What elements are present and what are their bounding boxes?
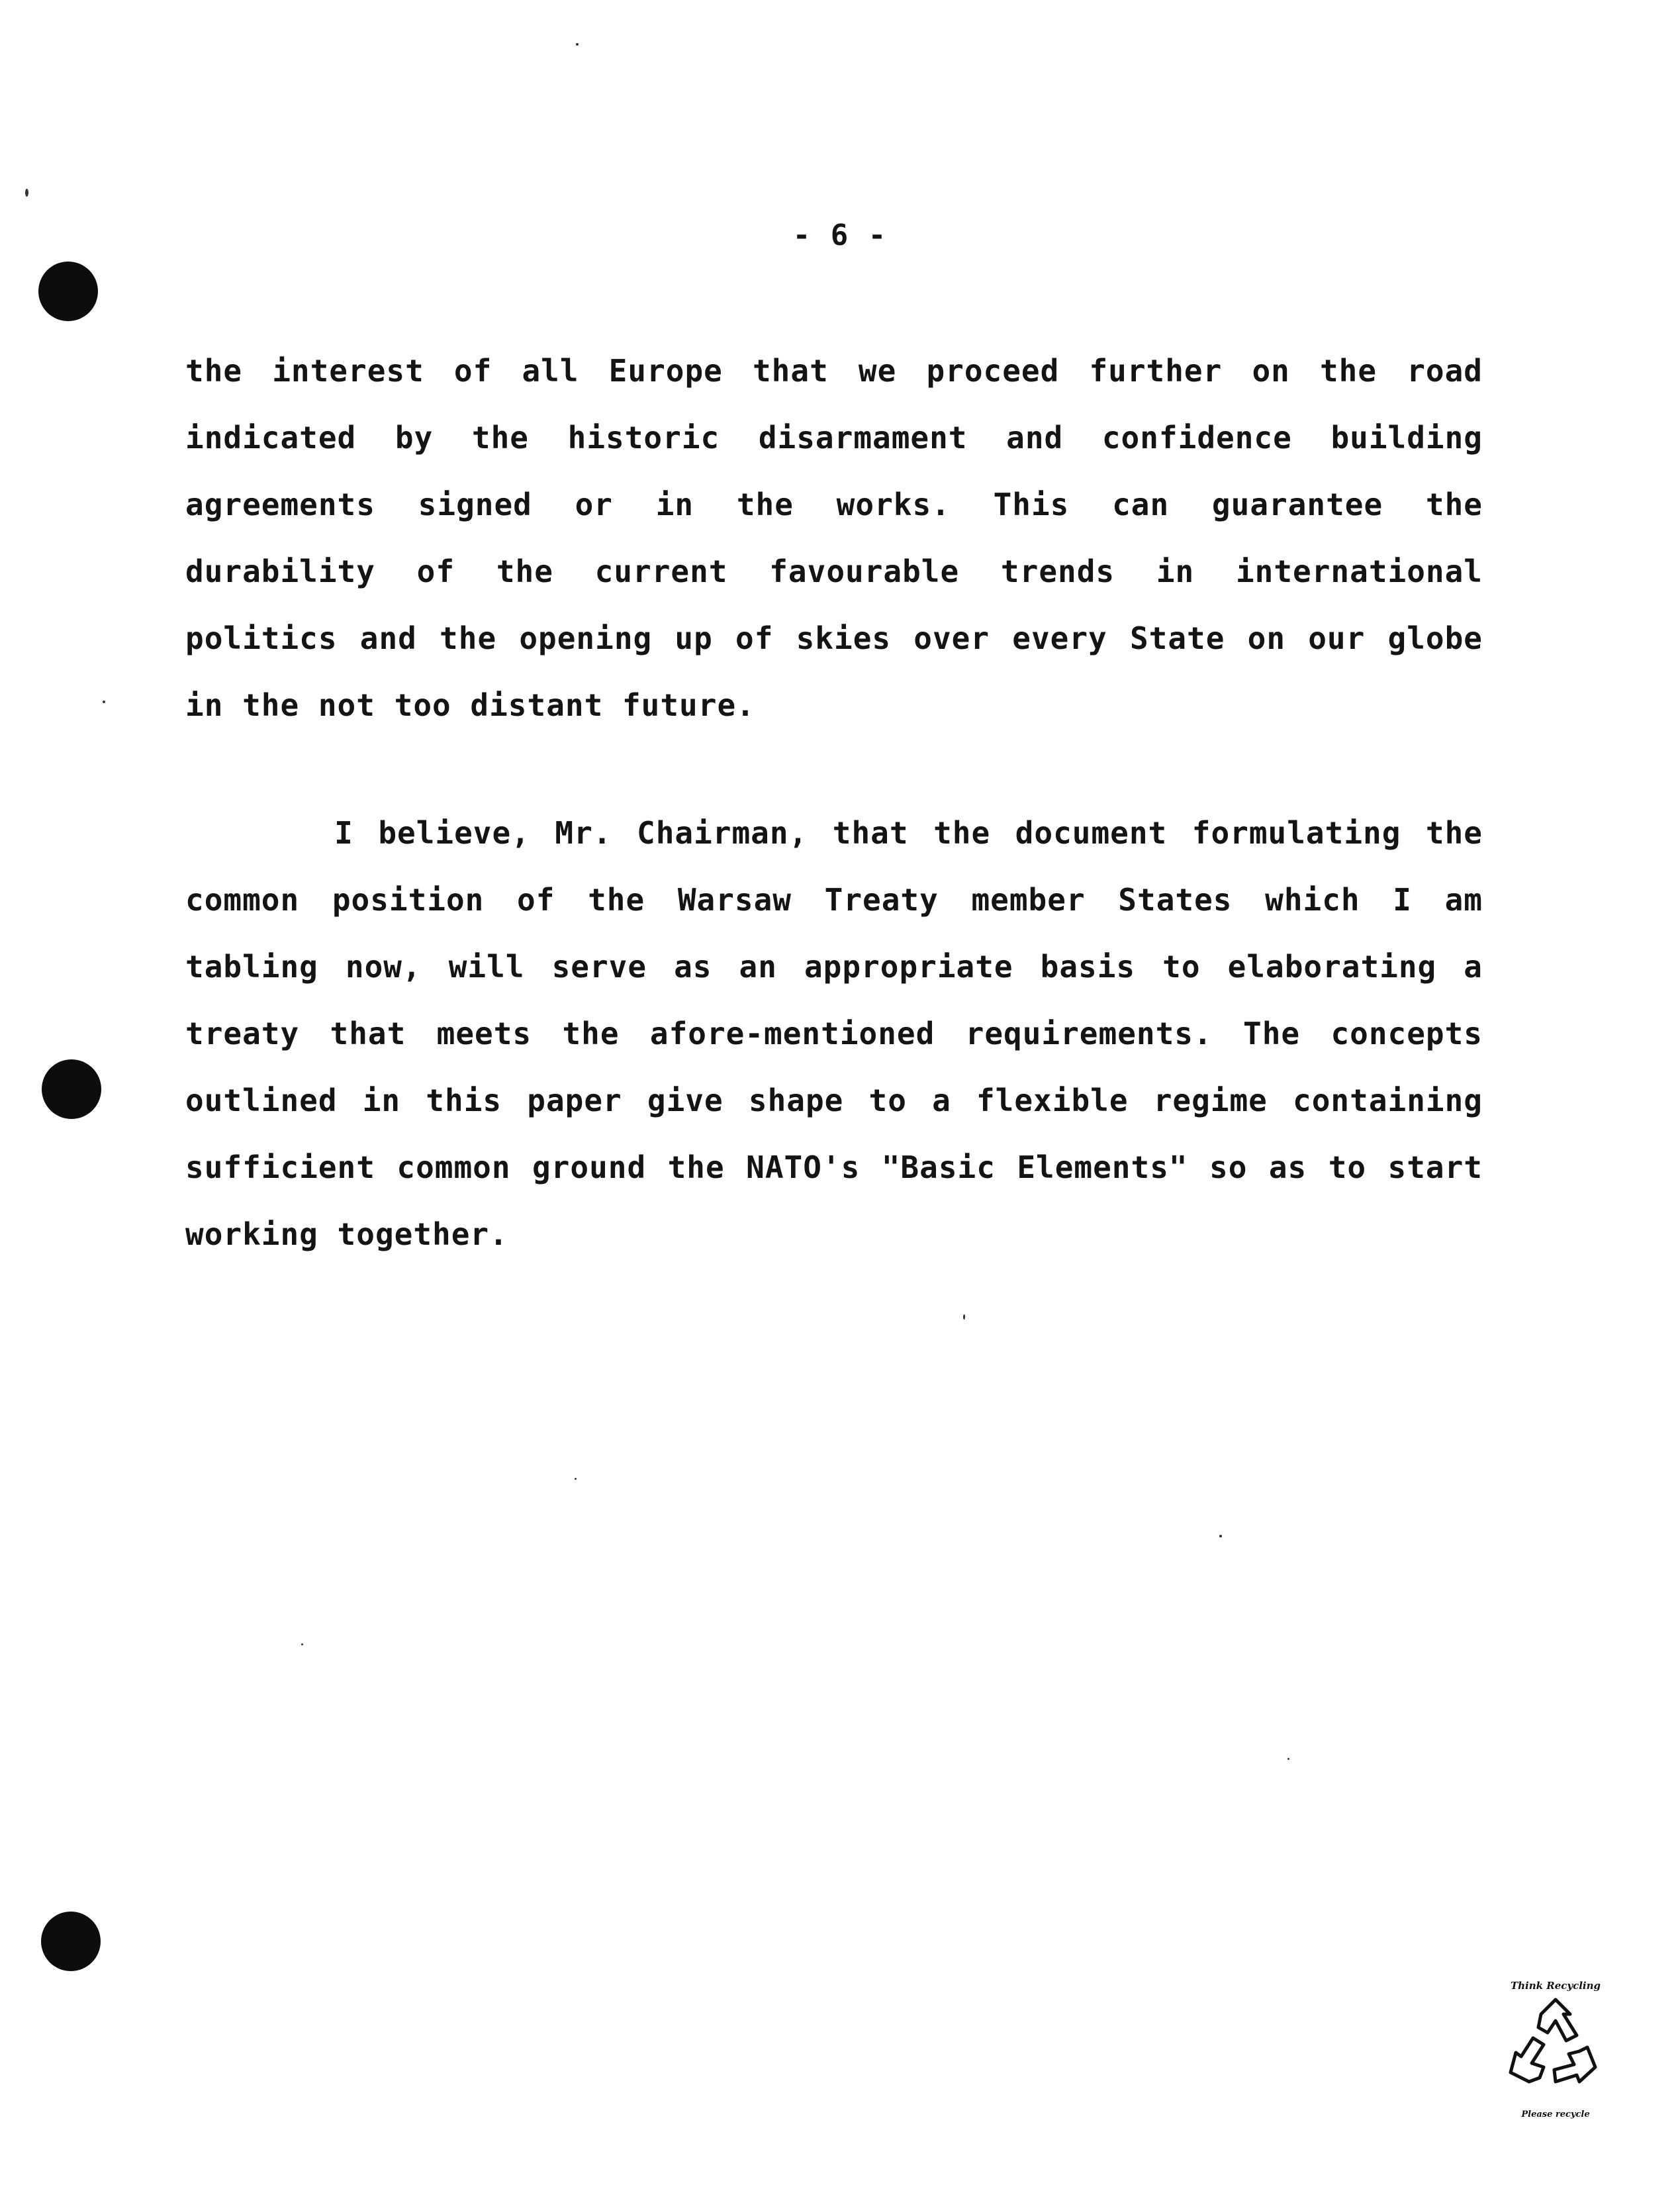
hole-punch-bottom	[41, 1912, 101, 1971]
body-paragraph-2	[185, 800, 1483, 1268]
text-line: working together.	[185, 1216, 508, 1252]
hole-punch-top	[38, 262, 98, 321]
text-line: I believe, Mr. Chairman, that the document formulating the	[185, 815, 1483, 851]
text-line: sufficient common ground the NATO's "Basic Elements" so as to start	[185, 1149, 1483, 1185]
scan-speck	[963, 1314, 965, 1320]
scan-speck	[103, 701, 105, 703]
page-number: - 6 -	[792, 218, 888, 252]
text-line: durability of the current favourable trends in international	[185, 554, 1483, 589]
text-line: outlined in this paper give shape to a flexible regime containing	[185, 1083, 1483, 1118]
text-line: treaty that meets the afore-mentioned requirements. The concepts	[185, 1016, 1483, 1051]
text-line: agreements signed or in the works. This can guarantee the	[185, 487, 1483, 522]
scan-speck	[25, 189, 28, 197]
text-line: in the not too distant future.	[185, 687, 755, 723]
text-line: tabling now, will serve as an appropriate basis to elaborating a	[185, 949, 1483, 985]
text-line: common position of the Warsaw Treaty member States which I am	[185, 882, 1483, 918]
scan-speck	[1287, 1758, 1289, 1760]
scan-speck	[575, 1478, 577, 1480]
recycle-bottom-text: Please recycle	[1521, 2110, 1590, 2119]
recycle-logo	[1503, 1980, 1609, 2125]
text-line: politics and the opening up of skies over every State on our globe	[185, 620, 1483, 656]
text-line: indicated by the historic disarmament and confidence building	[185, 420, 1483, 456]
body-paragraph-1	[185, 338, 1483, 739]
scan-speck	[1219, 1535, 1222, 1537]
recycle-icon	[1503, 1994, 1609, 2107]
recycle-top-text: Think Recycling	[1510, 1980, 1601, 1992]
scan-speck	[301, 1643, 303, 1645]
text-line: the interest of all Europe that we proceed further on the road	[185, 353, 1483, 389]
scan-speck	[576, 43, 579, 46]
hole-punch-middle	[42, 1059, 101, 1119]
